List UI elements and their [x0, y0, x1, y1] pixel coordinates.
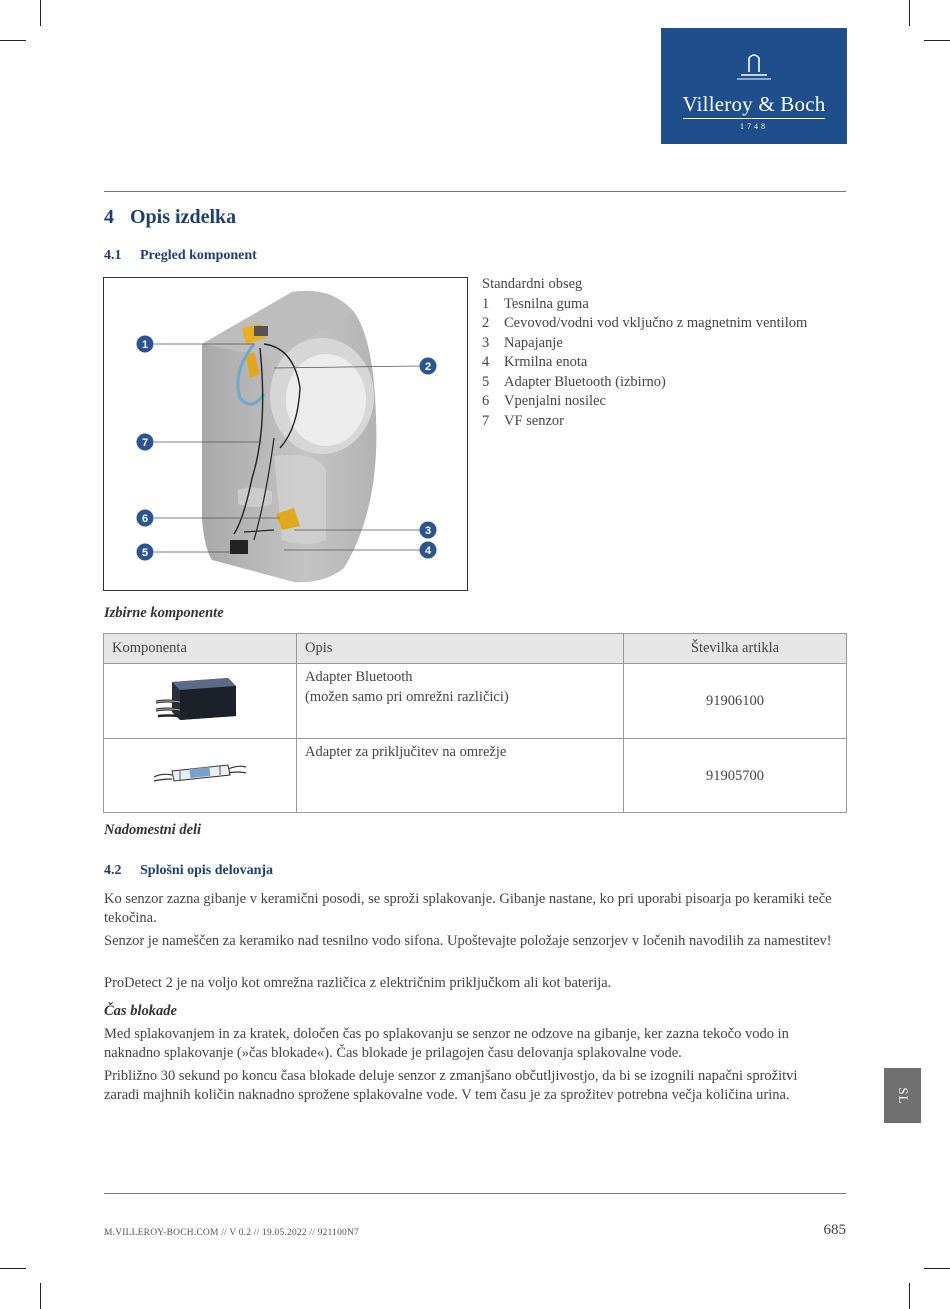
- article-number: 91906100: [624, 664, 847, 739]
- table-row: [104, 664, 847, 739]
- callout-4: [420, 542, 437, 559]
- paragraph: Ko senzor zazna gibanje v keramični posodi, se sproži splakovanje. Gibanje nastane, ko pri uporabi pisoarja po keramiki teče tekočina.: [104, 891, 832, 926]
- list-item: 7 VF senzor: [482, 412, 565, 429]
- subsection-number: 4.1: [104, 248, 122, 263]
- logo-faucet-icon: [661, 50, 847, 80]
- list-item: 2 Cevovod/vodni vod vključno z magnetnim ventilom: [482, 315, 808, 331]
- svg-text:2: 2: [424, 361, 432, 373]
- column-header: Opis: [297, 634, 624, 664]
- crop-mark: [0, 1268, 26, 1269]
- bluetooth-adapter-icon: [150, 668, 250, 728]
- list-item: 5 Adapter Bluetooth (izbirno): [482, 373, 666, 390]
- callout-7: [137, 434, 154, 451]
- footer-divider: [104, 1193, 846, 1194]
- callout-6: [137, 510, 154, 527]
- logo-underline: [683, 118, 825, 119]
- svg-text:6: 6: [141, 513, 149, 525]
- crop-mark: [40, 1283, 41, 1309]
- paragraph: Senzor je nameščen za keramiko nad tesnilno vodo sifona. Upoštevajte položaje senzorjev v ločenih navodilih za namestitev!: [104, 933, 832, 949]
- brand-logo: [661, 28, 847, 144]
- crop-mark: [909, 1283, 910, 1309]
- column-header: Komponenta: [104, 634, 297, 664]
- subsection-title: Pregled komponent: [140, 248, 257, 263]
- spare-parts-heading: Nadomestni deli: [104, 822, 202, 838]
- urinal-illustration: [104, 278, 468, 591]
- paragraph: ProDetect 2 je na voljo kot omrežna različica z električnim priključkom ali kot baterija.: [104, 975, 612, 991]
- component-image-cell: [104, 739, 297, 813]
- block-time-heading: Čas blokade: [104, 1003, 177, 1019]
- crop-mark: [909, 0, 910, 26]
- crop-mark: [924, 40, 950, 41]
- callout-5: [137, 544, 154, 561]
- column-header: Številka artikla: [624, 634, 847, 664]
- svg-text:4: 4: [424, 545, 432, 557]
- subsection-heading-4-1: [104, 248, 257, 264]
- callout-2: [420, 358, 437, 375]
- callout-1: [137, 336, 154, 353]
- language-tab: SL: [884, 1068, 921, 1123]
- section-heading: [104, 206, 236, 229]
- component-description: Adapter za priključitev na omrežje: [297, 739, 624, 813]
- mains-adapter-icon: [150, 753, 250, 793]
- list-item: 1 Tesnilna guma: [482, 295, 589, 312]
- subsection-heading-4-2: [104, 863, 273, 879]
- subsection-title: Splošni opis delovanja: [140, 863, 274, 878]
- optional-components-heading: Izbirne komponente: [104, 605, 224, 621]
- svg-text:5: 5: [141, 547, 149, 559]
- section-title: Opis izdelka: [130, 206, 237, 228]
- footer-reference: M.VILLEROY-BOCH.COM // V 0.2 // 19.05.2022 // 921100N7: [104, 1228, 359, 1238]
- standard-scope-title: Standardni obseg: [482, 276, 583, 292]
- list-item: 4 Krmilna enota: [482, 354, 588, 370]
- callout-3: [420, 522, 437, 539]
- crop-mark: [924, 1268, 950, 1269]
- table-row: [104, 739, 847, 813]
- brand-name: Villeroy & Boch: [682, 92, 826, 116]
- page-number: 685: [823, 1222, 846, 1238]
- svg-text:7: 7: [141, 437, 149, 449]
- optional-components-table: [103, 633, 847, 813]
- article-number: 91905700: [624, 739, 847, 813]
- table-header-row: [104, 634, 847, 664]
- component-image-cell: [104, 664, 297, 739]
- top-divider: [104, 191, 846, 192]
- brand-year: 1748: [740, 122, 768, 131]
- paragraph: Približno 30 sekund po koncu časa blokade deluje senzor z zmanjšano občutljivostjo, da bi se izognili napačni sprožitvi zaradi majhnih količin naknadno sprožene splakovalne vode. V tem času je za sprožitev potrebna večja količina urina.: [104, 1068, 798, 1103]
- standard-scope-list: [482, 275, 807, 431]
- crop-mark: [40, 0, 41, 26]
- list-item: 3 Napajanje: [482, 334, 563, 351]
- crop-mark: [0, 40, 26, 41]
- paragraph: Med splakovanjem in za kratek, določen čas po splakovanju se senzor ne odzove na gibanje, ker zazna tekočo vodo in naknadno splakovanje (»čas blokade«). Čas blokade je prilagojen času delovanja splakovalne vode.: [104, 1026, 789, 1061]
- section-number: 4: [104, 206, 114, 228]
- urinal-component-diagram: [103, 277, 468, 591]
- svg-text:1: 1: [141, 339, 149, 351]
- component-description: Adapter Bluetooth (možen samo pri omrežni različici): [297, 664, 624, 739]
- list-item: 6 Vpenjalni nosilec: [482, 393, 606, 409]
- subsection-number: 4.2: [104, 863, 122, 878]
- svg-text:3: 3: [424, 525, 432, 537]
